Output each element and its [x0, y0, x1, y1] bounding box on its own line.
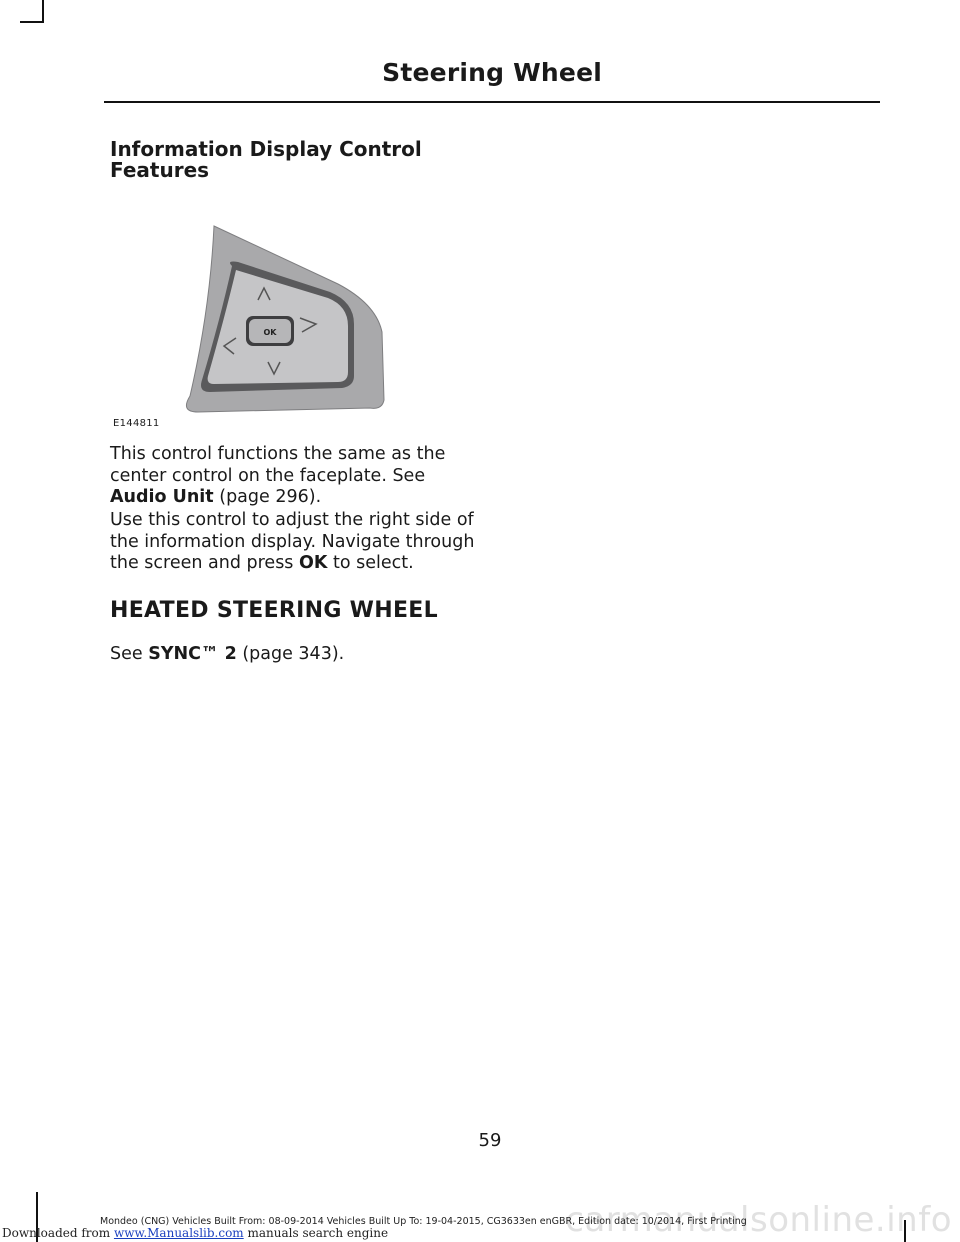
manualslib-link[interactable]: www.Manualslib.com [113, 1226, 244, 1240]
sync-link[interactable]: SYNC™ 2 [148, 644, 237, 664]
watermark: carmanualsonline.info [565, 1200, 952, 1240]
header-rule [104, 101, 880, 103]
ok-keyword: OK [299, 553, 328, 573]
steering-control-illustration [110, 220, 410, 434]
page-number: 59 [478, 1130, 502, 1151]
heated-steering-wheel-heading: HEATED STEERING WHEEL [110, 598, 438, 623]
crop-mark-top-left-h [20, 21, 44, 23]
footer-edition-text: Mondeo (CNG) Vehicles Built From: 08-09-2014 Vehicles Built Up To: 19-04-2015, CG3633en enGBR, Edition date: 10/2014, First Printing [100, 1216, 747, 1227]
section-title: Information Display Control Features [110, 137, 422, 182]
paragraph-sync: See SYNC™ 2 (page 343). [110, 644, 345, 664]
ok-button-label: OK [263, 328, 277, 337]
paragraph-audio-unit: This control functions the same as the center control on the faceplate. See Audio Unit (page 296). [110, 444, 446, 507]
figure-code: E144811 [113, 418, 160, 429]
download-notice: Downloaded from www.Manualslib.com manuals search engine [2, 1226, 389, 1240]
paragraph-information-display: Use this control to adjust the right side of the information display. Navigate through the screen and press OK to select. [110, 510, 475, 573]
crop-mark-top-left-v [42, 0, 44, 22]
audio-unit-link[interactable]: Audio Unit [110, 487, 214, 507]
page-header-title: Steering Wheel [382, 58, 602, 87]
